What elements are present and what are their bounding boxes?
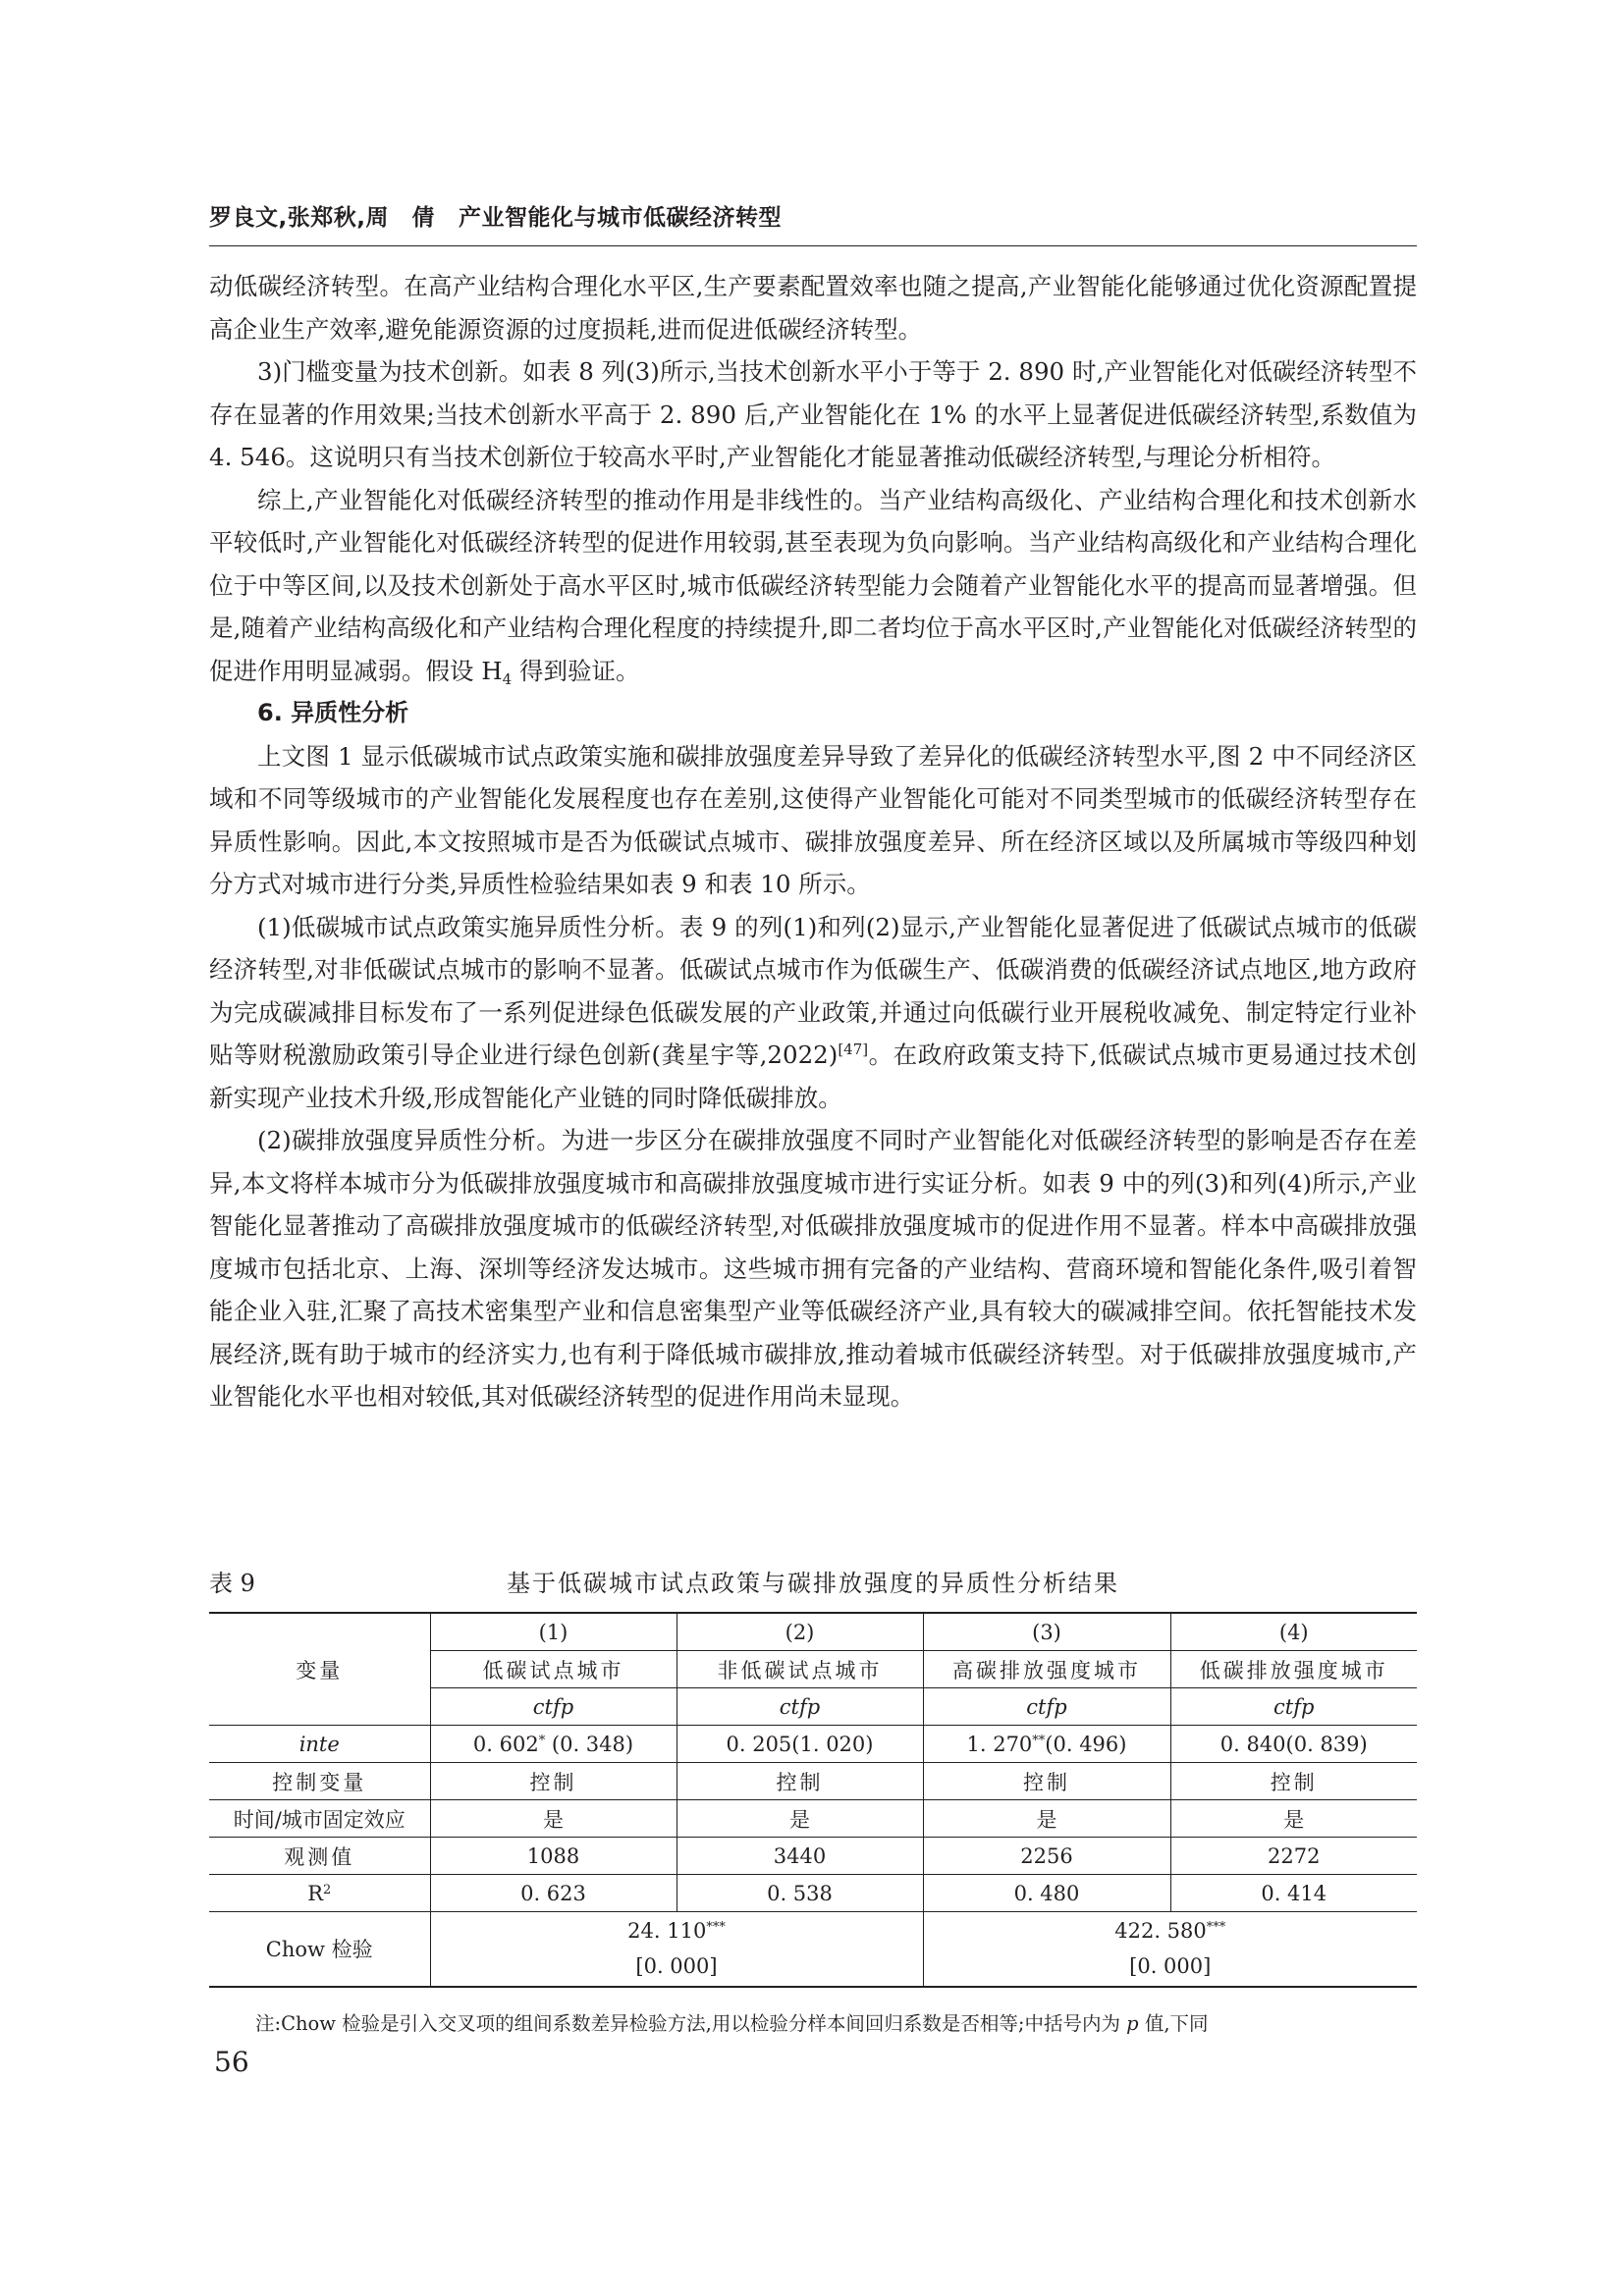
paragraph-6: (2)碳排放强度异质性分析。为进一步区分在碳排放强度不同时产业智能化对低碳经济转型的影响是否存在差异,本文将样本城市分为低碳排放强度城市和高碳排放强度城市进行实证分析。如表 9 中的列(3)和列(4)所示,产业智能化显著推动了高碳排放强度城市的低碳经济转型,对低碳排放强度城市的促进作用不显著。样本中高碳排放强度城市包括北京、上海、深圳等经济发达城市。这些城市拥有完备的产业结构、营商环境和智能化条件,吸引着智能企业入驻,汇聚了高技术密集型产业和信息密集型产业等低碳经济产业,具有较大的碳减排空间。依托智能技术发展经济,既有助于城市的经济实力,也有利于降低城市碳排放,推动着城市低碳经济转型。对于低碳排放强度城市,产业智能化水平也相对较低,其对低碳经济转型的促进作用尚未显现。 [209, 1126, 1417, 1411]
observations-cell: 3440 [677, 1838, 923, 1875]
paragraph-3-text: 综上,产业智能化对低碳经济转型的推动作用是非线性的。当产业结构高级化、产业结构合理化和技术创新水平较低时,产业智能化对低碳经济转型的促进作用较弱,甚至表现为负向影响。当产业结构高级化和产业结构合理化位于中等区间,以及技术创新处于高水平区时,城市低碳经济转型能力会随着产业智能化水平的提高而显著增强。但是,随着产业结构高级化和产业结构合理化程度的持续提升,即二者均位于高水平区时,产业智能化对低碳经济转型的促进作用明显减弱。假设 H [209, 485, 1417, 685]
column-number-cell: (4) [1170, 1613, 1417, 1651]
variable-header-cell: 变量 [209, 1613, 430, 1726]
header-title: 产业智能化与城市低碳经济转型 [458, 205, 782, 231]
r-squared-cell: 0. 480 [923, 1875, 1170, 1912]
body-text [209, 265, 1417, 1418]
row-label-chow-test: Chow 检验 [209, 1912, 430, 1987]
table-row [209, 1838, 1417, 1875]
significance-stars: ** [1032, 1733, 1046, 1748]
observations-cell: 2256 [923, 1838, 1170, 1875]
paragraph-5-text: (1)低碳城市试点政策实施异质性分析。表 9 的列(1)和列(2)显示,产业智能化显著促进了低碳试点城市的低碳经济转型,对非低碳试点城市的影响不显著。低碳试点城市作为低碳生产、低碳消费的低碳经济试点地区,地方政府为完成碳减排目标发布了一系列促进绿色低碳发展的产业政策,并通过向低碳行业开展税收减免、制定特定行业补贴等财税激励政策引导企业进行绿色创新(龚星宇等,2022) [209, 912, 1417, 1069]
observations-cell: 2272 [1170, 1838, 1417, 1875]
chow-statistic: 422. 580 [1114, 1919, 1207, 1944]
fixed-effects-cell: 是 [1170, 1800, 1417, 1838]
controls-cell: 控制 [923, 1763, 1170, 1800]
row-label-observations: 观测值 [209, 1838, 430, 1875]
chow-test-cell [923, 1912, 1417, 1987]
coefficient-cell [430, 1726, 677, 1763]
row-label-controls: 控制变量 [209, 1763, 430, 1800]
table-row [209, 1613, 1417, 1651]
controls-cell: 控制 [677, 1763, 923, 1800]
row-label-inte: inte [209, 1726, 430, 1763]
r-squared-cell: 0. 538 [677, 1875, 923, 1912]
section-heading-6: 6. 异质性分析 [257, 699, 409, 726]
r-squared-base: R [307, 1881, 324, 1905]
r-squared-cell: 0. 623 [430, 1875, 677, 1912]
table-9-title: 基于低碳城市试点政策与碳排放强度的异质性分析结果 [507, 1570, 1119, 1597]
column-group-cell: 低碳排放强度城市 [1170, 1651, 1417, 1688]
table-row [209, 1800, 1417, 1838]
paragraph-5 [209, 906, 1417, 1120]
standard-error: (0. 496) [1045, 1732, 1127, 1756]
paragraph-2: 3)门槛变量为技术创新。如表 8 列(3)所示,当技术创新水平小于等于 2. 890 时,产业智能化对低碳经济转型不存在显著的作用效果;当技术创新水平高于 2. 890 后,产业智能化在 1% 的水平上显著促进低碳经济转型,系数值为 4. 546。这说明只有当技术创新位于较高水平时,产业智能化才能显著推动低碳经济转型,与理论分析相符。 [209, 357, 1417, 471]
controls-cell: 控制 [430, 1763, 677, 1800]
hypothesis-subscript: 4 [502, 669, 513, 688]
r-squared-cell: 0. 414 [1170, 1875, 1417, 1912]
chow-statistic: 24. 110 [627, 1919, 707, 1944]
row-label-r-squared [209, 1875, 430, 1912]
significance-stars: *** [1206, 1920, 1226, 1936]
coefficient-cell [923, 1726, 1170, 1763]
chow-statistic-line [431, 1913, 923, 1949]
header-authors: 罗良文,张郑秋,周 倩 [209, 205, 435, 231]
column-group-cell: 高碳排放强度城市 [923, 1651, 1170, 1688]
page-number: 56 [214, 2046, 249, 2078]
table-note [255, 2008, 1417, 2036]
r-squared-exponent: 2 [323, 1882, 332, 1897]
fixed-effects-cell: 是 [430, 1800, 677, 1838]
fixed-effects-cell: 是 [677, 1800, 923, 1838]
coefficient-cell [1170, 1726, 1417, 1763]
running-header [209, 199, 782, 232]
coefficient-value: 1. 270 [966, 1732, 1033, 1756]
coefficient-value: 0. 602 [472, 1732, 539, 1756]
citation-marker: [47] [838, 1041, 869, 1058]
coefficient-value: 0. 840 [1219, 1732, 1286, 1756]
standard-error: (0. 348) [545, 1732, 634, 1756]
row-label-fixed-effects: 时间/城市固定效应 [209, 1800, 430, 1838]
table-row [209, 1763, 1417, 1800]
dependent-variable-cell: ctfp [677, 1688, 923, 1726]
table-row [209, 1912, 1417, 1987]
dependent-variable-cell: ctfp [923, 1688, 1170, 1726]
controls-cell: 控制 [1170, 1763, 1417, 1800]
significance-stars: *** [706, 1920, 726, 1936]
chow-p-value: [0. 000] [1129, 1954, 1212, 1979]
dependent-variable-cell: ctfp [430, 1688, 677, 1726]
column-group-cell: 非低碳试点城市 [677, 1651, 923, 1688]
chow-test-cell [430, 1912, 923, 1987]
note-p-symbol: p [1126, 2012, 1139, 2035]
column-number-cell: (3) [923, 1613, 1170, 1651]
table-row [209, 1726, 1417, 1763]
table-9-caption [209, 1564, 1417, 1597]
dependent-variable-cell: ctfp [1170, 1688, 1417, 1726]
table-row [209, 1875, 1417, 1912]
chow-statistic-line [924, 1913, 1418, 1949]
observations-cell: 1088 [430, 1838, 677, 1875]
standard-error: (1. 020) [791, 1732, 874, 1756]
paragraph-4: 上文图 1 显示低碳城市试点政策实施和碳排放强度差异导致了差异化的低碳经济转型水平,图 2 中不同经济区域和不同等级城市的产业智能化发展程度也存在差别,这使得产业智能化可能对不同类型城市的低碳经济转型存在异质性影响。因此,本文按照城市是否为低碳试点城市、碳排放强度差异、所在经济区域以及所属城市等级四种划分方式对城市进行分类,异质性检验结果如表 9 和表 10 所示。 [209, 741, 1417, 898]
column-number-cell: (2) [677, 1613, 923, 1651]
table-9 [209, 1612, 1417, 1988]
coefficient-value: 0. 205 [726, 1732, 792, 1756]
paragraph-3 [209, 479, 1417, 693]
chow-p-value: [0. 000] [635, 1954, 718, 1979]
fixed-effects-cell: 是 [923, 1800, 1170, 1838]
column-number-cell: (1) [430, 1613, 677, 1651]
significance-stars: * [538, 1733, 546, 1748]
paragraph-1: 动低碳经济转型。在高产业结构合理化水平区,生产要素配置效率也随之提高,产业智能化能够通过优化资源配置提高企业生产效率,避免能源资源的过度损耗,进而促进低碳经济转型。 [209, 272, 1417, 344]
coefficient-cell [677, 1726, 923, 1763]
note-text: 注:Chow 检验是引入交叉项的组间系数差异检验方法,用以检验分样本间回归系数是否相等;中括号内为 [255, 2012, 1127, 2035]
header-rule [209, 245, 1417, 246]
paragraph-5-end: 。在政府政策支持下,低碳试点城市更易通过技术创新实现产业技术升级,形成智能化产业链的同时降低碳排放。 [209, 1041, 1417, 1112]
table-9-number: 表 9 [209, 1570, 255, 1597]
paragraph-3-end: 得到验证。 [512, 656, 640, 685]
column-group-cell: 低碳试点城市 [430, 1651, 677, 1688]
note-text-end: 值,下同 [1138, 2012, 1209, 2035]
standard-error: (0. 839) [1285, 1732, 1368, 1756]
